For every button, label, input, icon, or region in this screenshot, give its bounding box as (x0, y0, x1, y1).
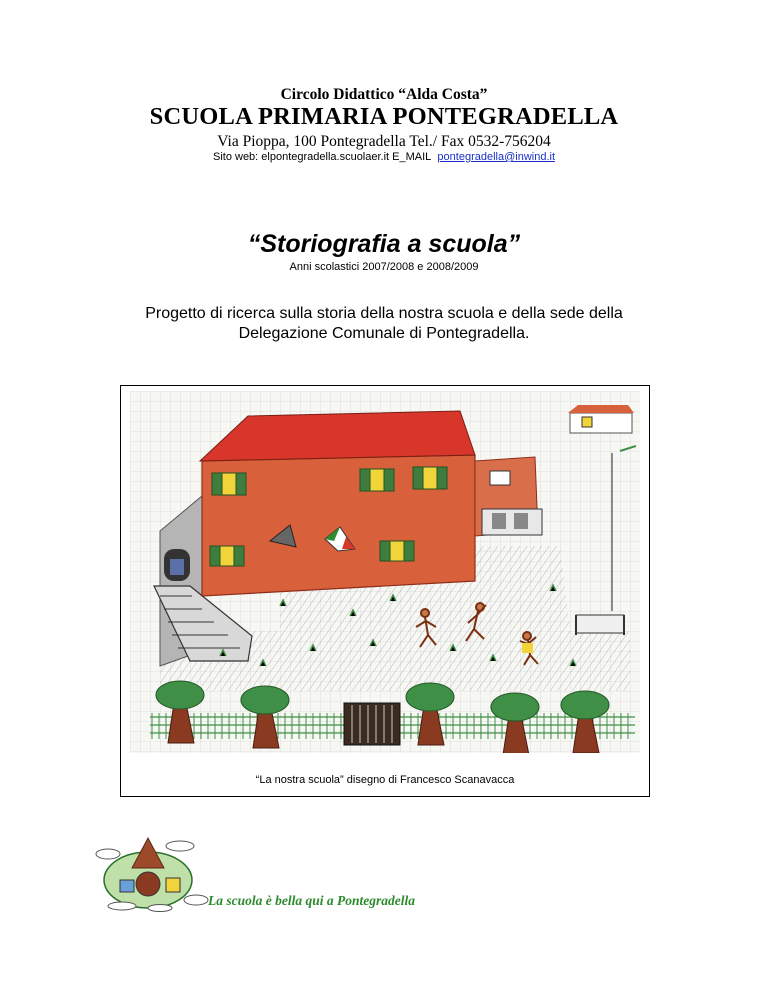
project-description-line-2: Delegazione Comunale di Pontegradella. (238, 325, 530, 342)
school-motto: La scuola è bella qui a Pontegradella (208, 893, 415, 908)
school-name: SCUOLA PRIMARIA PONTEGRADELLA (149, 103, 619, 130)
school-drawing-figure (120, 385, 650, 797)
school-years: Anni scolastici 2007/2008 e 2008/2009 (289, 261, 479, 273)
school-address: Via Pioppa, 100 Pontegradella Tel./ Fax 0532-756204 (217, 133, 551, 150)
school-logo (92, 828, 210, 912)
contact-line (0, 151, 768, 163)
drawing-caption: “La nostra scuola” disegno di Francesco Scanavacca (255, 774, 515, 786)
circolo-heading: Circolo Didattico “Alda Costa” (280, 86, 488, 103)
school-drawing (130, 391, 640, 753)
website-label: Sito web: elpontegradella.scuolaer.it E_MAIL (212, 151, 432, 163)
project-title: “Storiografia a scuola” (247, 230, 521, 258)
project-description-line-1: Progetto di ricerca sulla storia della nostra scuola e della sede della (145, 305, 623, 322)
email-link[interactable]: pontegradella@inwind.it (437, 151, 555, 163)
